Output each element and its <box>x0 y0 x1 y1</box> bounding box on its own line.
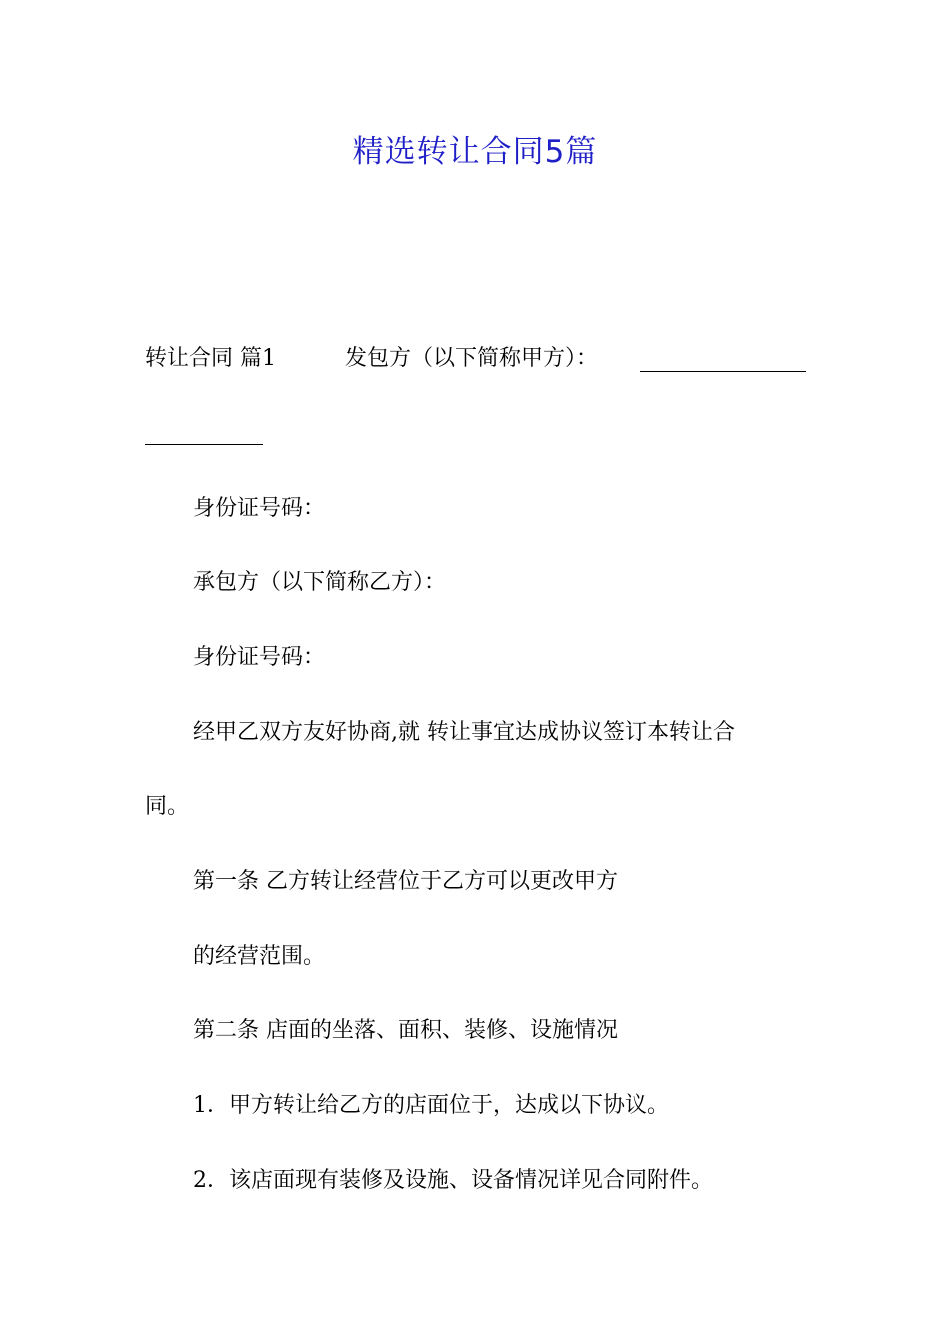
article-one-line-2: 的经营范围。 <box>193 944 326 969</box>
party-a-blank-line <box>640 371 806 372</box>
party-a-id-label: 身份证号码： <box>193 496 326 521</box>
party-a-label: 发包方（以下简称甲方）： <box>345 346 599 371</box>
article-two-item-2: 2．该店面现有装修及设施、设备情况详见合同附件。 <box>193 1168 713 1193</box>
article-two-item-1: 1．甲方转让给乙方的店面位于，达成以下协议。 <box>193 1093 669 1118</box>
article-two-heading: 第二条 店面的坐落、面积、装修、设施情况 <box>193 1018 618 1043</box>
document-title: 精选转让合同5篇 <box>352 134 598 170</box>
party-b-id-label: 身份证号码： <box>193 645 326 670</box>
contract-heading-label: 转让合同 篇1 <box>145 346 276 371</box>
article-one-line-1: 第一条 乙方转让经营位于乙方可以更改甲方 <box>193 869 618 894</box>
intro-paragraph-line-2: 同。 <box>145 794 190 819</box>
party-b-label: 承包方（以下简称乙方）： <box>193 570 447 595</box>
party-a-blank-line-continued <box>145 444 263 445</box>
intro-paragraph-line-1: 经甲乙双方友好协商,就 转让事宜达成协议签订本转让合 <box>193 720 735 745</box>
